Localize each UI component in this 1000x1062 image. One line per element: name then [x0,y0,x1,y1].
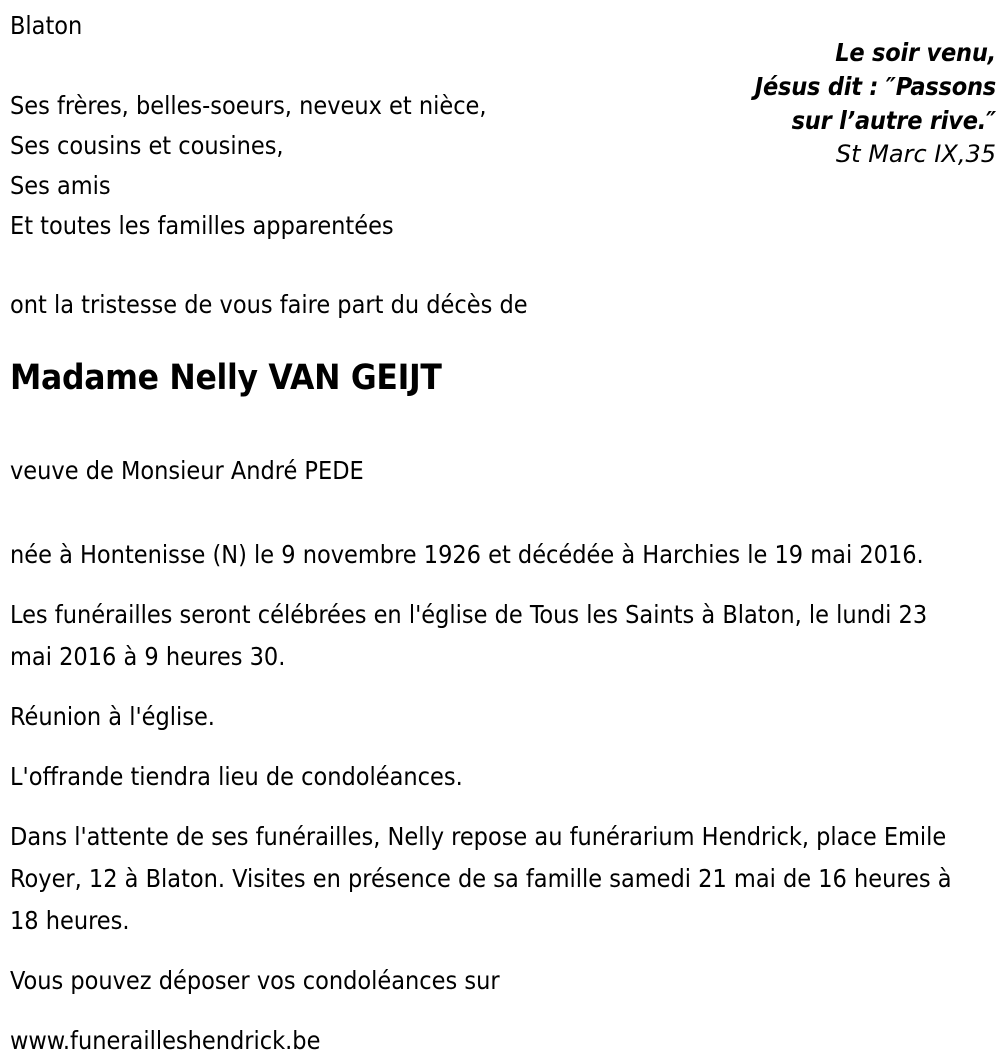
visitation-paragraph: Dans l'attente de ses funérailles, Nelly repose au funérarium Hendrick, place Emile Royer, 12 à Blaton. Visites en présence de sa famille samedi 21 mai de 16 heures à 18 heures. [10,822,952,935]
family-line: Ses amis [10,171,111,200]
family-list [10,86,710,246]
funeral-service-paragraph: Les funérailles seront célébrées en l'église de Tous les Saints à Blaton, le lundi 23 mai 2016 à 9 heures 30. [10,600,928,671]
family-line: Et toutes les familles apparentées [10,211,394,240]
announcement-lead-in: ont la tristesse de vous faire part du décès de [10,290,528,319]
scripture-quote-line-1: Le soir venu, [835,38,996,67]
family-line: Ses cousins et cousines, [10,131,284,160]
scripture-quote-source: St Marc IX,35 [835,140,996,168]
condolences-invitation: Vous pouvez déposer vos condoléances sur [10,966,500,995]
gathering-paragraph: Réunion à l'église. [10,702,215,731]
family-line: Ses frères, belles-soeurs, neveux et nièce, [10,91,487,120]
offering-paragraph: L'offrande tiendra lieu de condoléances. [10,762,463,791]
condolences-website: www.funerailleshendrick.be [10,1026,321,1055]
deceased-name: Madame Nelly VAN GEIJT [10,358,442,398]
spouse-line: veuve de Monsieur André PEDE [10,456,364,485]
locality-label: Blaton [10,11,83,40]
notice-body [10,534,962,1062]
scripture-quote-line-3: sur l’autre rive.″ [791,106,996,135]
birth-death-paragraph: née à Hontenisse (N) le 9 novembre 1926 et décédée à Harchies le 19 mai 2016. [10,540,924,569]
scripture-quote-line-2: Jésus dit : ″Passons [754,72,996,101]
